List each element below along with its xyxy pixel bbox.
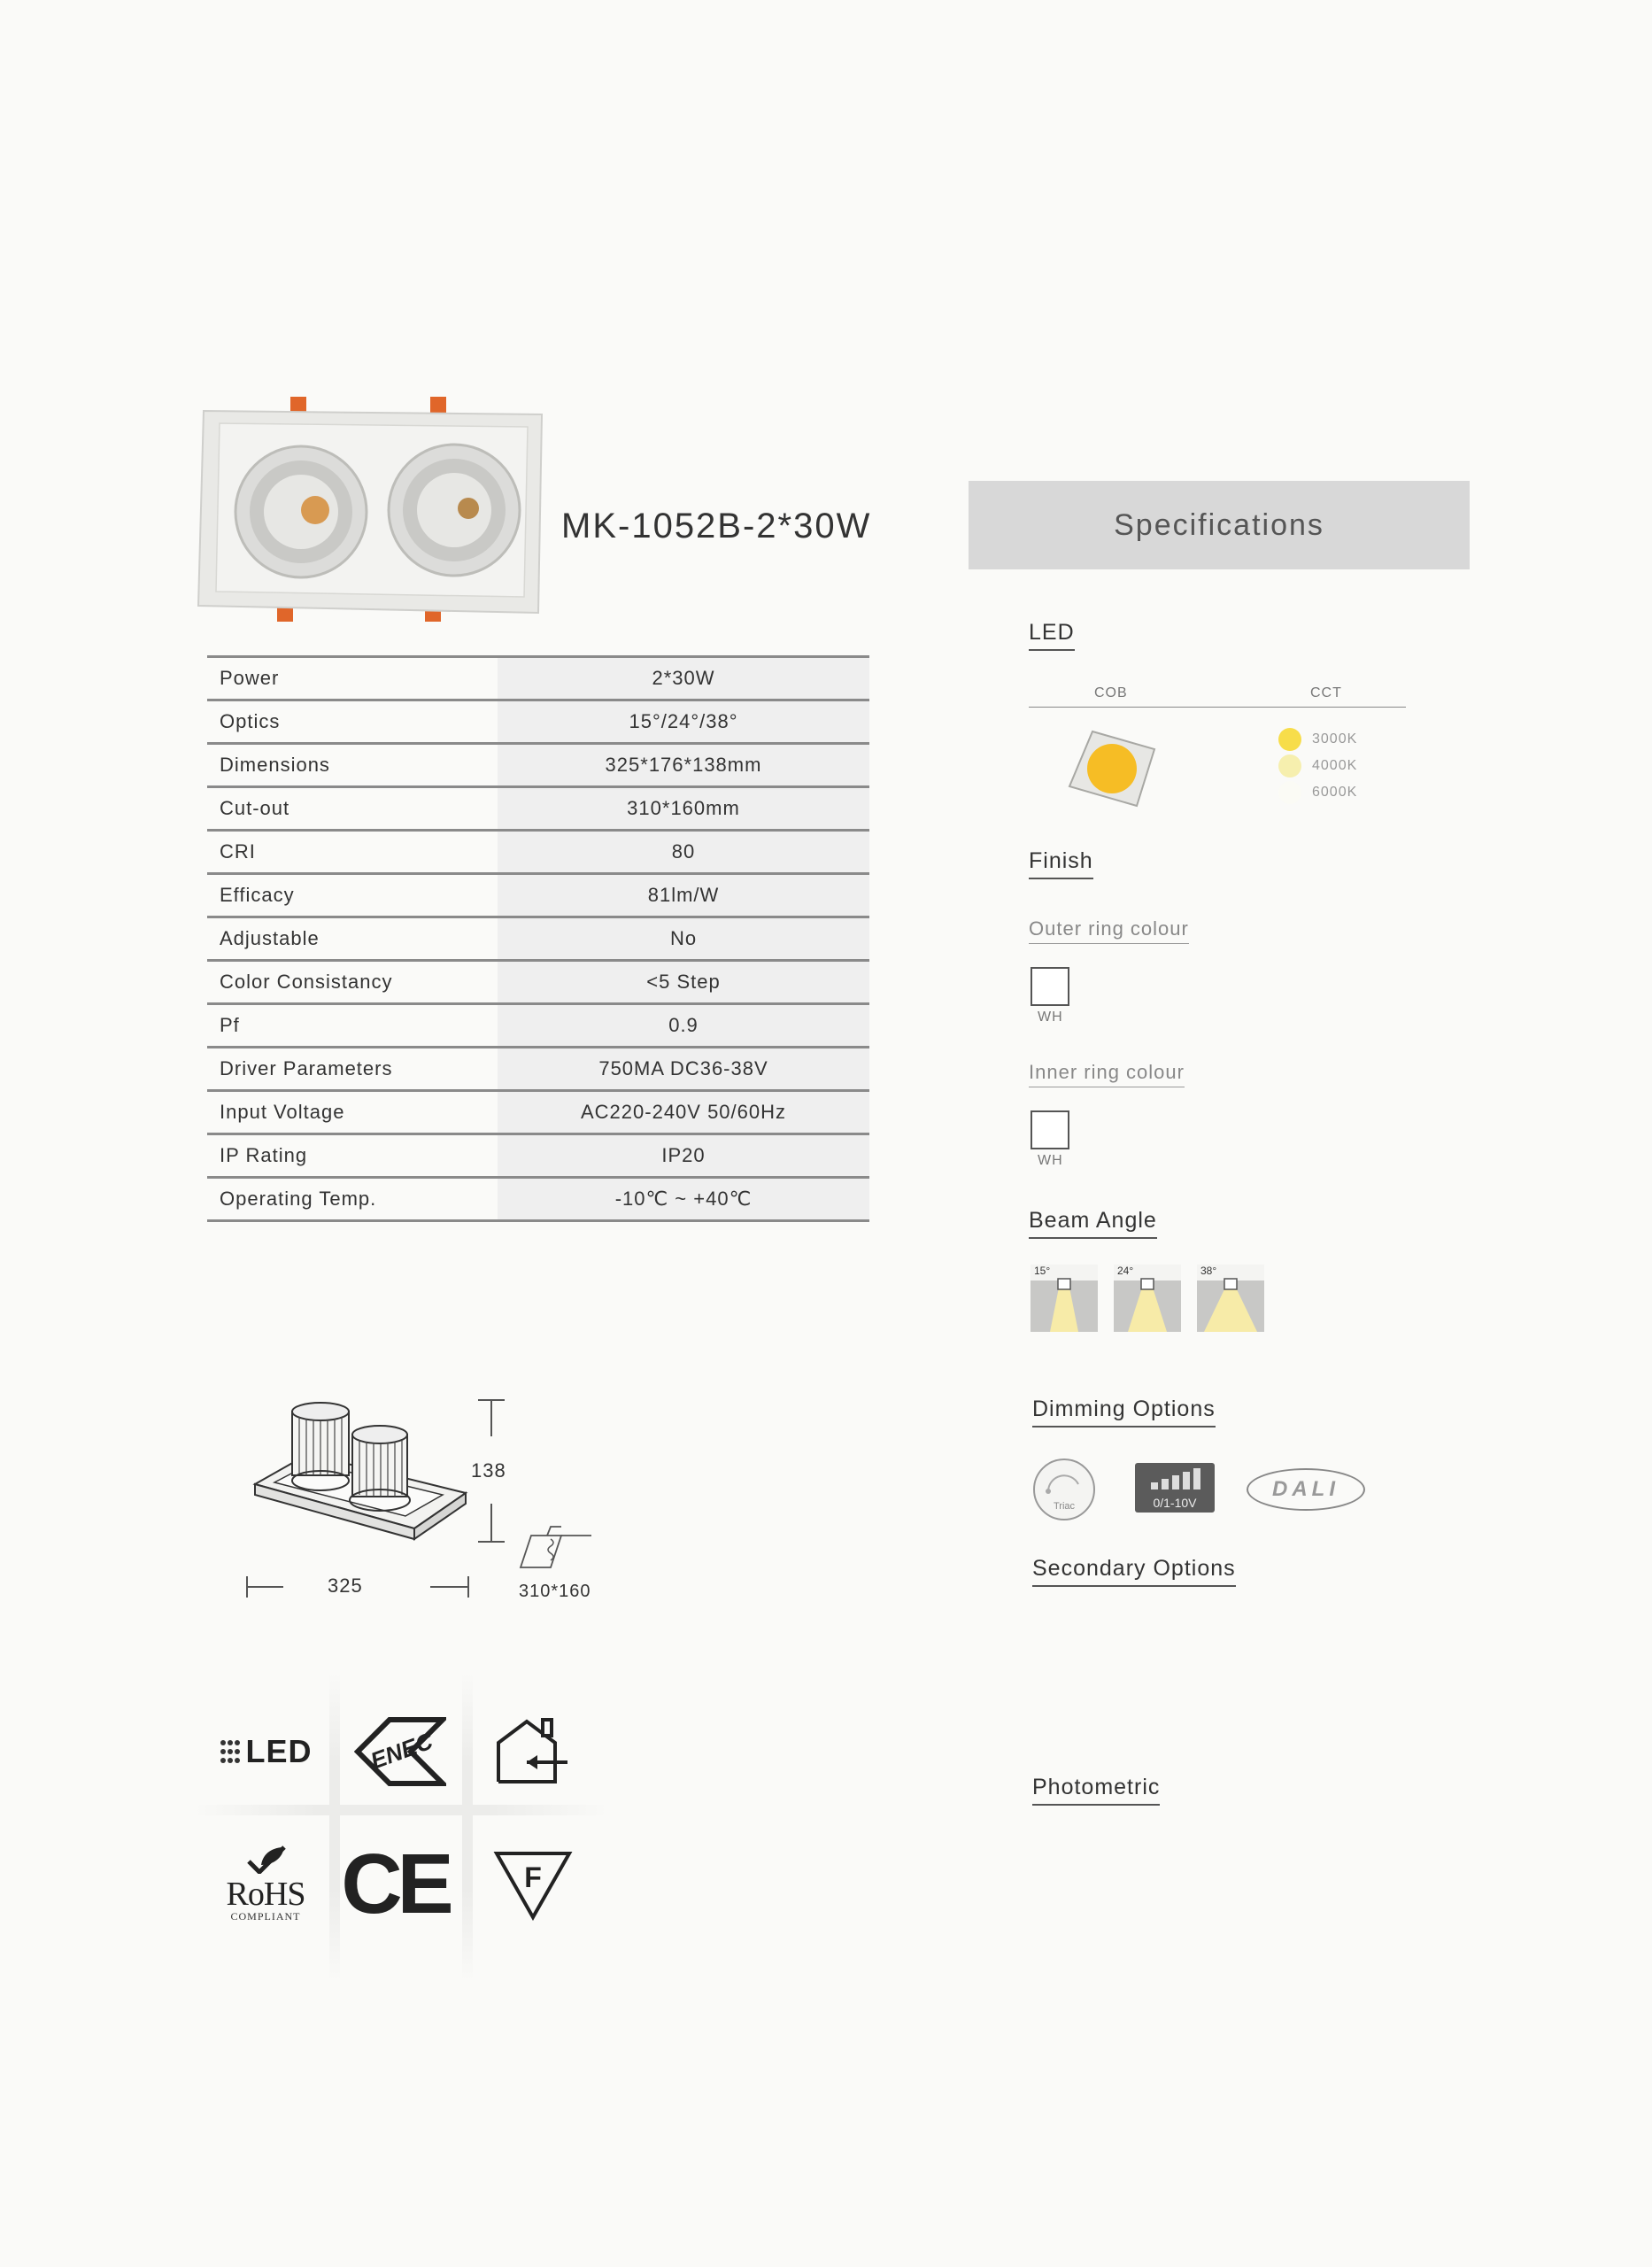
spec-value: 2*30W xyxy=(498,657,869,700)
cct-options xyxy=(1278,726,1357,806)
spec-value: AC220-240V 50/60Hz xyxy=(498,1091,869,1134)
cct-option xyxy=(1278,779,1357,806)
ce-cert-logo xyxy=(333,1831,457,1938)
spec-row xyxy=(207,831,869,874)
spec-value: 325*176*138mm xyxy=(498,744,869,787)
spec-label: Power xyxy=(207,657,498,700)
led-cert-label: LED xyxy=(245,1733,313,1769)
spec-value: IP20 xyxy=(498,1134,869,1178)
cct-option xyxy=(1278,753,1357,779)
spec-label: Adjustable xyxy=(207,917,498,961)
beam-angle-label: 38° xyxy=(1200,1265,1217,1277)
outer-ring-title: Outer ring colour xyxy=(1029,917,1189,944)
spec-row xyxy=(207,1134,869,1178)
beam-angle-label: 15° xyxy=(1034,1265,1051,1277)
spec-row xyxy=(207,1048,869,1091)
beam-angle-option xyxy=(1031,1265,1098,1332)
enec-icon xyxy=(354,1716,446,1787)
spec-label: Dimensions xyxy=(207,744,498,787)
model-title: MK-1052B-2*30W xyxy=(561,507,872,545)
cutout-label: 310*160 xyxy=(519,1582,591,1601)
dali-dimmer-icon xyxy=(1247,1468,1365,1511)
spec-row xyxy=(207,874,869,917)
led-cert-logo xyxy=(204,1698,328,1805)
spec-value: 15°/24°/38° xyxy=(498,700,869,744)
cct-label: 3000K xyxy=(1312,731,1358,747)
spec-row xyxy=(207,657,869,700)
rohs-cert-logo xyxy=(204,1831,328,1938)
analog-dimmer-label: 0/1-10V xyxy=(1153,1496,1197,1510)
spec-label: Pf xyxy=(207,1004,498,1048)
outer-ring-value: WH xyxy=(1038,1010,1063,1025)
spec-label: CRI xyxy=(207,831,498,874)
beam-angle-options xyxy=(1031,1265,1264,1332)
spec-label: Operating Temp. xyxy=(207,1178,498,1221)
ce-label: CE xyxy=(341,1837,449,1931)
spec-value: 81lm/W xyxy=(498,874,869,917)
leaf-check-icon xyxy=(243,1845,288,1874)
cct-color-dot-icon xyxy=(1278,781,1301,804)
spec-row xyxy=(207,961,869,1004)
f-mark-logo xyxy=(471,1831,595,1938)
led-dots-icon xyxy=(220,1739,241,1764)
spec-row xyxy=(207,1091,869,1134)
cct-label: 6000K xyxy=(1312,785,1358,800)
finish-section-title: Finish xyxy=(1029,848,1093,879)
outer-ring-white-swatch[interactable] xyxy=(1031,967,1069,1006)
spec-value: 750MA DC36-38V xyxy=(498,1048,869,1091)
rohs-label: RoHS xyxy=(226,1876,305,1913)
cct-label: 4000K xyxy=(1312,758,1358,773)
spec-label: IP Rating xyxy=(207,1134,498,1178)
cct-color-dot-icon xyxy=(1278,728,1301,751)
specifications-title: Specifications xyxy=(1114,507,1324,542)
spec-label: Cut-out xyxy=(207,787,498,831)
spec-value: -10℃ ~ +40℃ xyxy=(498,1178,869,1221)
spec-row xyxy=(207,700,869,744)
spec-table xyxy=(207,655,869,1222)
spec-value: 0.9 xyxy=(498,1004,869,1048)
enec-label: ENEC xyxy=(367,1727,436,1775)
spec-value: No xyxy=(498,917,869,961)
spec-row xyxy=(207,787,869,831)
spec-row xyxy=(207,744,869,787)
f-mark-icon xyxy=(493,1848,573,1921)
triac-dimmer-icon xyxy=(1031,1456,1098,1523)
spec-label: Driver Parameters xyxy=(207,1048,498,1091)
beam-angle-option xyxy=(1114,1265,1181,1332)
specifications-banner xyxy=(969,481,1470,569)
rohs-sub-label: COMPLIANT xyxy=(230,1910,301,1923)
inner-ring-value: WH xyxy=(1038,1153,1063,1168)
cert-grid-divider xyxy=(193,1805,609,1815)
inner-ring-title: Inner ring colour xyxy=(1029,1061,1185,1087)
signal-bars-icon xyxy=(1135,1463,1215,1493)
beam-angle-title: Beam Angle xyxy=(1029,1208,1157,1239)
enec-cert-logo xyxy=(338,1698,462,1805)
spec-row xyxy=(207,917,869,961)
analog-dimmer-icon xyxy=(1135,1463,1215,1513)
triac-label: Triac xyxy=(1053,1501,1076,1512)
spec-value: <5 Step xyxy=(498,961,869,1004)
cct-option xyxy=(1278,726,1357,753)
spec-row xyxy=(207,1178,869,1221)
beam-angle-option xyxy=(1197,1265,1264,1332)
spec-label: Color Consistancy xyxy=(207,961,498,1004)
inner-ring-white-swatch[interactable] xyxy=(1031,1110,1069,1149)
spec-value: 310*160mm xyxy=(498,787,869,831)
product-line-drawing xyxy=(246,1396,476,1557)
spec-label: Input Voltage xyxy=(207,1091,498,1134)
cob-chip-icon xyxy=(1062,724,1160,813)
f-label: F xyxy=(524,1861,542,1893)
height-dimension-label: 138 xyxy=(471,1459,506,1482)
spec-label: Optics xyxy=(207,700,498,744)
led-cob-column: COB xyxy=(1094,685,1128,700)
led-cct-column: CCT xyxy=(1310,685,1342,700)
beam-angle-label: 24° xyxy=(1117,1265,1134,1277)
spec-row xyxy=(207,1004,869,1048)
led-section-title: LED xyxy=(1029,620,1075,651)
led-divider xyxy=(1029,707,1406,708)
dali-label: DALI xyxy=(1272,1477,1339,1501)
indoor-use-logo xyxy=(469,1698,593,1805)
product-photo xyxy=(193,397,547,627)
width-dimension-label: 325 xyxy=(328,1575,363,1597)
spec-label: Efficacy xyxy=(207,874,498,917)
photometric-title: Photometric xyxy=(1032,1775,1160,1806)
secondary-options-title: Secondary Options xyxy=(1032,1556,1236,1587)
house-icon xyxy=(491,1716,571,1787)
cct-color-dot-icon xyxy=(1278,754,1301,778)
spec-value: 80 xyxy=(498,831,869,874)
cutout-icon xyxy=(517,1523,593,1573)
dimming-options-title: Dimming Options xyxy=(1032,1397,1216,1428)
